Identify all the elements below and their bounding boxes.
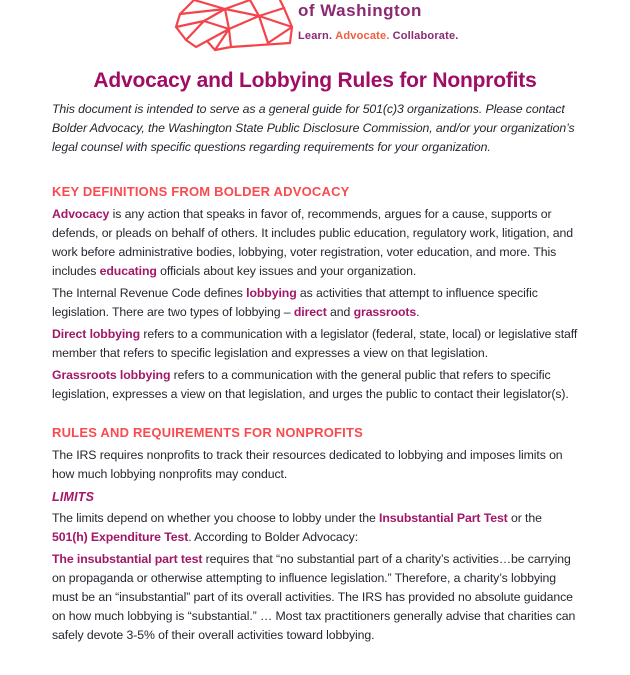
emphasized-term: The insubstantial part test — [52, 552, 203, 566]
text-run: The IRS requires nonprofits to track their resources dedicated to lobbying and imposes limits on how much lobbying nonprofits may conduct. — [52, 448, 563, 481]
paragraph — [52, 284, 578, 322]
emphasized-term: lobbying — [246, 286, 297, 300]
text-run: requires that “no substantial part of a charity’s activities…be carrying on propaganda or otherwise attempting to influence legislation.” Therefore, a charity’s lobbying must be an “insubstantial” part of its overall activities. The IRS has provided no absolute guidance on how much lobbying is “substantial.” … Most tax practitioners generally advise that charities can safely devote 3-5% of their overall activities toward lobbying. — [52, 552, 576, 642]
brand-text — [298, 1, 462, 42]
text-run: as activities that attempt to influence specific legislation. There are two types of lobbying – — [52, 286, 538, 319]
paragraph — [52, 550, 578, 645]
brand-tagline — [298, 30, 462, 42]
text-run: The Internal Revenue Code defines — [52, 286, 247, 300]
paragraph — [52, 509, 578, 547]
section-body — [52, 446, 578, 645]
emphasized-term: Direct lobbying — [52, 327, 141, 341]
emphasized-term: Advocacy — [52, 207, 110, 221]
emphasized-term: Insubstantial Part Test — [379, 511, 508, 525]
subsection-heading: LIMITS — [52, 490, 95, 504]
text-run: is any action that speaks in favor of, recommends, argues for a cause, supports or defends, or pleads on behalf of others. It includes public education, regulatory work, litigation, and work before administrative bodies, lobbying, voter registration, voter education, and more. This includes — [52, 207, 573, 278]
tagline-collaborate: Collaborate. — [392, 30, 459, 42]
header — [52, 0, 578, 50]
paragraph — [52, 366, 578, 404]
text-run: officials about key issues and your organization. — [156, 264, 417, 278]
emphasized-term: direct — [293, 305, 327, 319]
tagline-learn: Learn. — [298, 30, 333, 42]
paragraph — [52, 205, 578, 281]
text-run: refers to a communication with a legislator (federal, state, local) or legislative staff member that refers to specific legislation and expresses a view on that legislation. — [52, 327, 578, 360]
emphasized-term: grassroots — [353, 305, 417, 319]
text-run: refers to a communication with the general public that refers to specific legislation, expresses a view on that legislation, and urges the public to contact their legislator(s). — [52, 368, 569, 401]
paragraph — [52, 325, 578, 363]
nonprofit-association-logo-icon — [173, 0, 293, 50]
page-title: Advocacy and Lobbying Rules for Nonprofits — [93, 69, 537, 92]
emphasized-term: educating — [99, 264, 157, 278]
intro-paragraph: This document is intended to serve as a general guide for 501(c)3 organizations. Please contact Bolder Advocacy, the Washington State Public Disclosure Commission, and/or your organization’s legal counsel with specific questions regarding requirements for your organization. — [52, 102, 575, 154]
tagline-advocate: Advocate. — [335, 30, 390, 42]
section-key-definitions — [52, 183, 578, 404]
text-run: . — [416, 305, 420, 319]
text-run: The limits depend on whether you choose to lobby under the — [52, 511, 380, 525]
text-run: . According to Bolder Advocacy: — [188, 530, 359, 544]
emphasized-term: 501(h) Expenditure Test — [52, 530, 189, 544]
section-body — [52, 205, 578, 404]
section-heading-key-definitions: KEY DEFINITIONS FROM BOLDER ADVOCACY — [52, 184, 350, 199]
org-name: of Washington — [298, 1, 422, 20]
paragraph — [52, 446, 578, 484]
emphasized-term: Grassroots lobbying — [52, 368, 171, 382]
text-run: and — [326, 305, 354, 319]
section-heading-rules-requirements: RULES AND REQUIREMENTS FOR NONPROFITS — [52, 425, 363, 440]
text-run: or the — [507, 511, 542, 525]
section-rules-requirements — [52, 424, 578, 645]
